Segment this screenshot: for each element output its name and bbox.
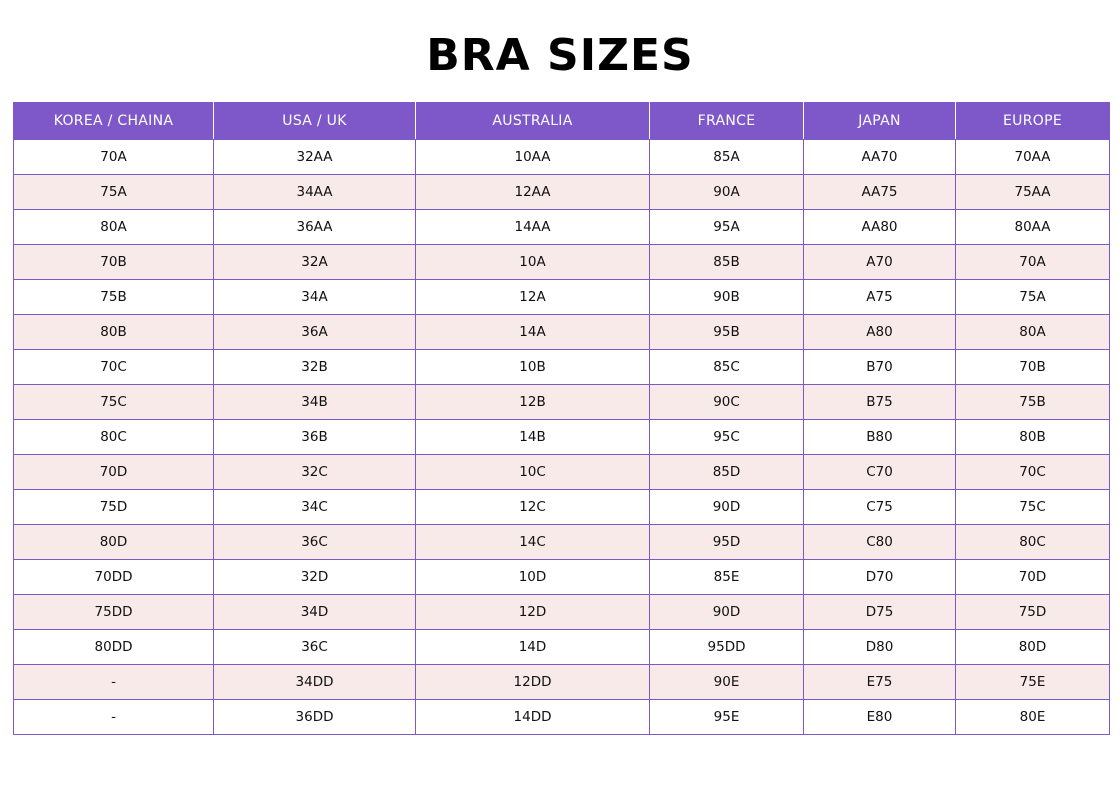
table-row <box>14 315 1110 350</box>
table-cell: 70D <box>14 455 214 490</box>
table-cell: - <box>14 665 214 700</box>
table-cell: 10AA <box>416 140 650 175</box>
table-row <box>14 280 1110 315</box>
table-cell: 12A <box>416 280 650 315</box>
table-row <box>14 700 1110 735</box>
column-header: KOREA / CHAINA <box>14 103 214 140</box>
table-cell: 34A <box>214 280 416 315</box>
table-cell: 14D <box>416 630 650 665</box>
table-row <box>14 350 1110 385</box>
table-cell: 85B <box>650 245 804 280</box>
table-cell: 10D <box>416 560 650 595</box>
table-cell: 14C <box>416 525 650 560</box>
table-cell: 90D <box>650 595 804 630</box>
table-row <box>14 140 1110 175</box>
column-header: JAPAN <box>804 103 956 140</box>
table-cell: 80A <box>14 210 214 245</box>
table-cell: 85D <box>650 455 804 490</box>
table-cell: 32A <box>214 245 416 280</box>
table-cell: 80C <box>956 525 1110 560</box>
table-cell: 10C <box>416 455 650 490</box>
table-cell: C70 <box>804 455 956 490</box>
table-cell: 80B <box>956 420 1110 455</box>
table-cell: 70B <box>14 245 214 280</box>
table-cell: 34B <box>214 385 416 420</box>
table-row <box>14 560 1110 595</box>
table-cell: 80A <box>956 315 1110 350</box>
table-cell: 32AA <box>214 140 416 175</box>
table-row <box>14 385 1110 420</box>
table-cell: 70DD <box>14 560 214 595</box>
table-cell: C80 <box>804 525 956 560</box>
table-cell: 95A <box>650 210 804 245</box>
table-cell: 36DD <box>214 700 416 735</box>
table-row <box>14 245 1110 280</box>
table-cell: 14B <box>416 420 650 455</box>
table-cell: 90E <box>650 665 804 700</box>
table-cell: 80D <box>14 525 214 560</box>
table-cell: 70D <box>956 560 1110 595</box>
table-cell: B70 <box>804 350 956 385</box>
column-header: USA / UK <box>214 103 416 140</box>
column-header: FRANCE <box>650 103 804 140</box>
table-header <box>14 103 1110 140</box>
table-cell: 80B <box>14 315 214 350</box>
table-cell: 70AA <box>956 140 1110 175</box>
table-cell: 75C <box>956 490 1110 525</box>
table-row <box>14 420 1110 455</box>
table-cell: 95DD <box>650 630 804 665</box>
table-cell: 75DD <box>14 595 214 630</box>
table-cell: AA80 <box>804 210 956 245</box>
table-cell: AA70 <box>804 140 956 175</box>
table-cell: 12DD <box>416 665 650 700</box>
table-cell: 32B <box>214 350 416 385</box>
table-cell: 75D <box>14 490 214 525</box>
table-row <box>14 455 1110 490</box>
table-row <box>14 175 1110 210</box>
table-body <box>14 140 1110 735</box>
table-cell: 85C <box>650 350 804 385</box>
table-cell: E75 <box>804 665 956 700</box>
table-row <box>14 595 1110 630</box>
table-row <box>14 490 1110 525</box>
table-cell: 75E <box>956 665 1110 700</box>
table-cell: 14A <box>416 315 650 350</box>
table-cell: 80DD <box>14 630 214 665</box>
table-row <box>14 210 1110 245</box>
table-cell: 90B <box>650 280 804 315</box>
table-cell: 90A <box>650 175 804 210</box>
table-cell: 80D <box>956 630 1110 665</box>
table-cell: A80 <box>804 315 956 350</box>
table-cell: 95E <box>650 700 804 735</box>
table-cell: B80 <box>804 420 956 455</box>
table-cell: 36B <box>214 420 416 455</box>
table-cell: 36C <box>214 630 416 665</box>
table-cell: 80C <box>14 420 214 455</box>
table-cell: A70 <box>804 245 956 280</box>
table-cell: 85A <box>650 140 804 175</box>
table-cell: 70B <box>956 350 1110 385</box>
table-cell: 70C <box>14 350 214 385</box>
table-cell: 75D <box>956 595 1110 630</box>
table-cell: 75B <box>956 385 1110 420</box>
page-title: BRA SIZES <box>426 30 694 81</box>
table-cell: 10B <box>416 350 650 385</box>
header-row <box>14 103 1110 140</box>
table-cell: 36A <box>214 315 416 350</box>
column-header: AUSTRALIA <box>416 103 650 140</box>
table-cell: 75AA <box>956 175 1110 210</box>
table-cell: 12B <box>416 385 650 420</box>
table-cell: E80 <box>804 700 956 735</box>
table-cell: 75B <box>14 280 214 315</box>
table-cell: 34C <box>214 490 416 525</box>
table-cell: D75 <box>804 595 956 630</box>
table-cell: 95C <box>650 420 804 455</box>
table-cell: 12C <box>416 490 650 525</box>
table-cell: 14AA <box>416 210 650 245</box>
table-cell: B75 <box>804 385 956 420</box>
table-cell: 10A <box>416 245 650 280</box>
table-cell: 75C <box>14 385 214 420</box>
table-cell: - <box>14 700 214 735</box>
table-cell: 90D <box>650 490 804 525</box>
table-cell: 36C <box>214 525 416 560</box>
table-row <box>14 525 1110 560</box>
table-cell: D70 <box>804 560 956 595</box>
table-cell: 75A <box>956 280 1110 315</box>
table-cell: 34DD <box>214 665 416 700</box>
table-cell: 75A <box>14 175 214 210</box>
table-cell: 34D <box>214 595 416 630</box>
table-row <box>14 630 1110 665</box>
table-cell: 70A <box>14 140 214 175</box>
table-cell: 95D <box>650 525 804 560</box>
table-cell: 12AA <box>416 175 650 210</box>
table-cell: 80AA <box>956 210 1110 245</box>
table-cell: 80E <box>956 700 1110 735</box>
table-cell: 14DD <box>416 700 650 735</box>
table-cell: 70C <box>956 455 1110 490</box>
table-cell: D80 <box>804 630 956 665</box>
table-cell: 90C <box>650 385 804 420</box>
table-cell: 95B <box>650 315 804 350</box>
table-cell: 12D <box>416 595 650 630</box>
column-header: EUROPE <box>956 103 1110 140</box>
table-cell: 32D <box>214 560 416 595</box>
table-cell: 32C <box>214 455 416 490</box>
table-cell: 36AA <box>214 210 416 245</box>
table-cell: 85E <box>650 560 804 595</box>
size-table <box>13 102 1110 735</box>
table-cell: A75 <box>804 280 956 315</box>
table-cell: 34AA <box>214 175 416 210</box>
table-row <box>14 665 1110 700</box>
table-cell: AA75 <box>804 175 956 210</box>
table-cell: 70A <box>956 245 1110 280</box>
table-cell: C75 <box>804 490 956 525</box>
